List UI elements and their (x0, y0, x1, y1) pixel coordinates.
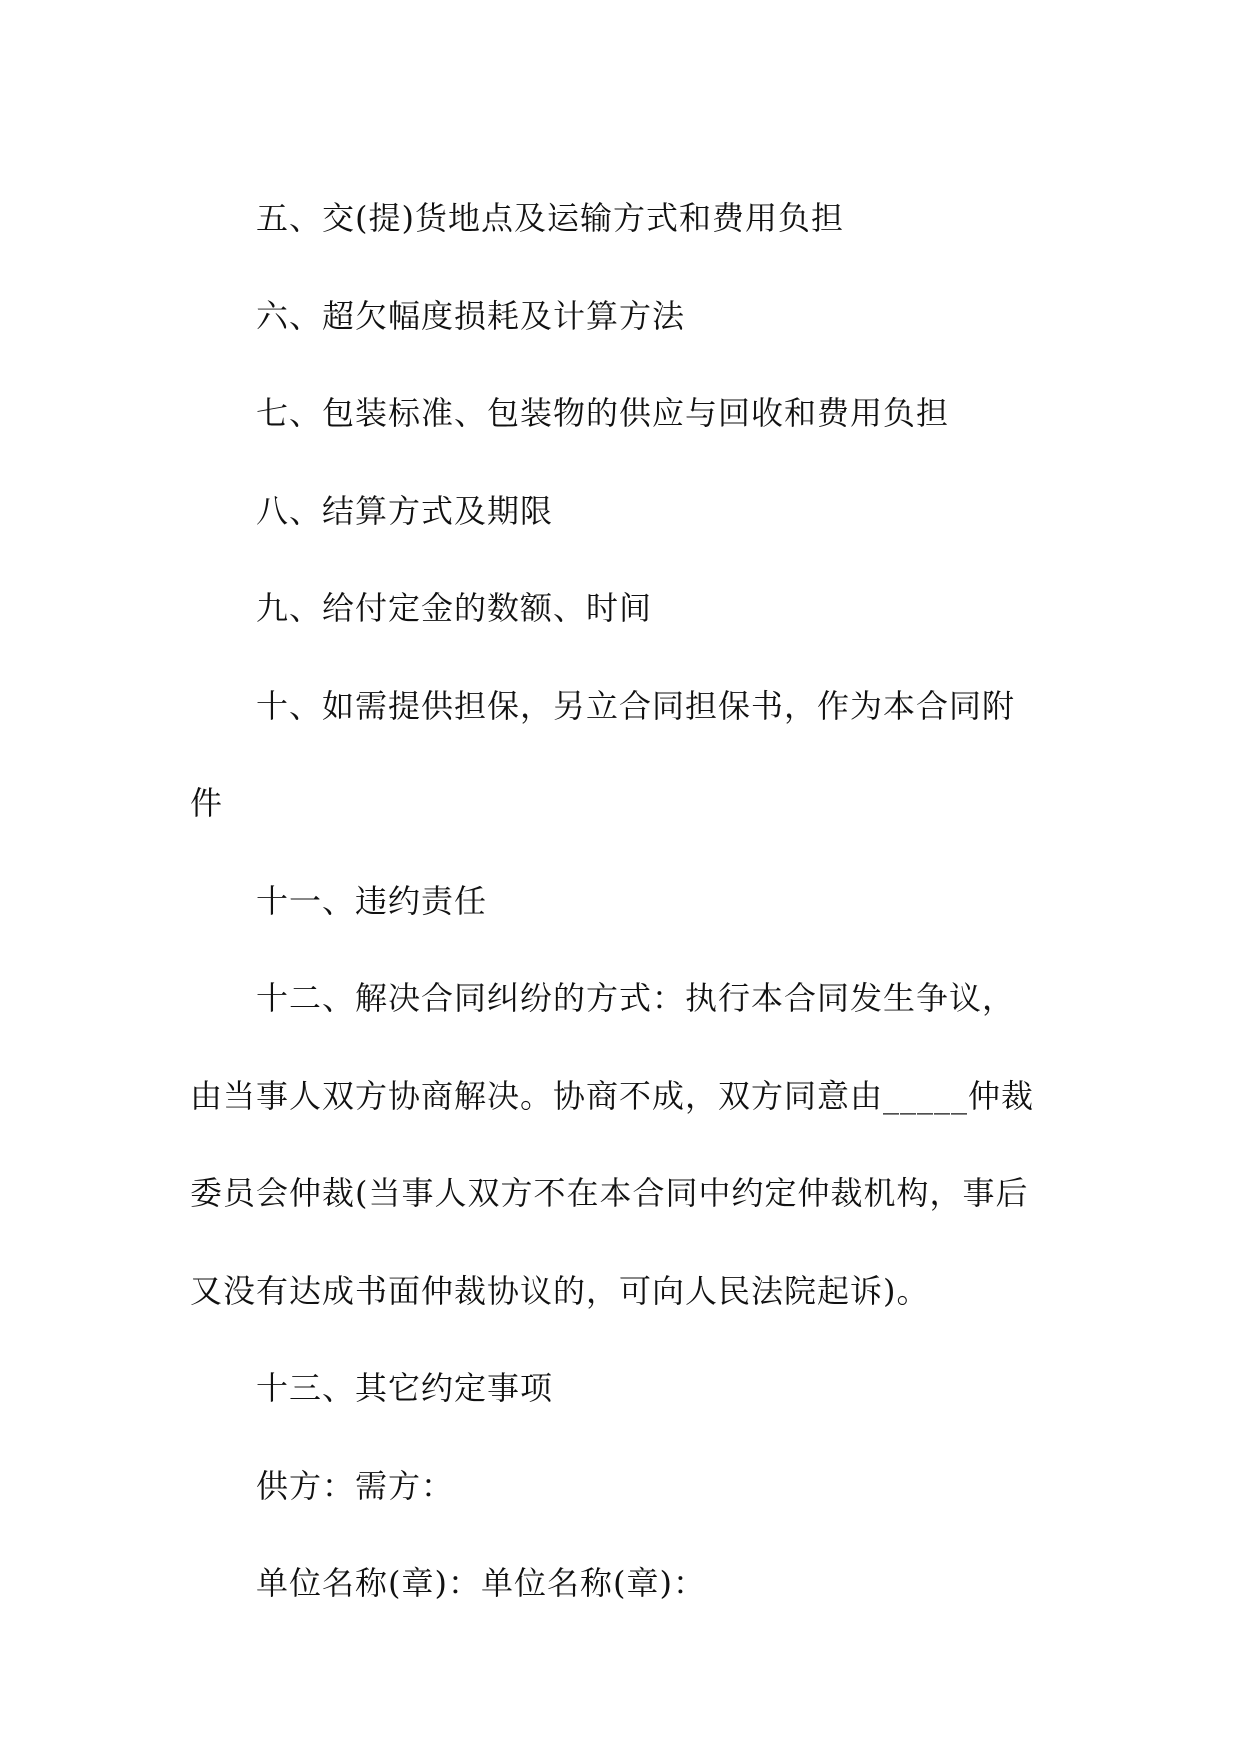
clause-11: 十一、违约责任 (256, 881, 488, 920)
parties-line: 供方：需方： (256, 1466, 455, 1505)
clause-5: 五、交(提)货地点及运输方式和费用负担 (256, 199, 844, 237)
clause-10: 十、如需提供担保，另立合同担保书，作为本合同附 (256, 686, 1016, 725)
clause-13: 十三、其它约定事项 (256, 1369, 554, 1407)
clause-10-continuation: 件 (190, 784, 224, 822)
clause-6: 六、超欠幅度损耗及计算方法 (256, 296, 686, 335)
clause-12-continuation-2: 委员会仲裁(当事人双方不在本合同中约定仲裁机构，事后 (190, 1174, 1029, 1212)
clause-9: 九、给付定金的数额、时间 (256, 589, 653, 627)
clause-12: 十二、解决合同纠纷的方式：执行本合同发生争议， (256, 979, 1016, 1017)
clause-7: 七、包装标准、包装物的供应与回收和费用负担 (256, 394, 950, 432)
document-body (190, 170, 1050, 1633)
clause-12-continuation-1: 由当事人双方协商解决。协商不成，双方同意由_____仲裁 (190, 1076, 1035, 1115)
clause-12-continuation-3: 又没有达成书面仲裁协议的，可向人民法院起诉)。 (190, 1271, 930, 1310)
clause-8: 八、结算方式及期限 (256, 491, 554, 530)
unit-name-line: 单位名称(章)：单位名称(章)： (256, 1564, 706, 1602)
